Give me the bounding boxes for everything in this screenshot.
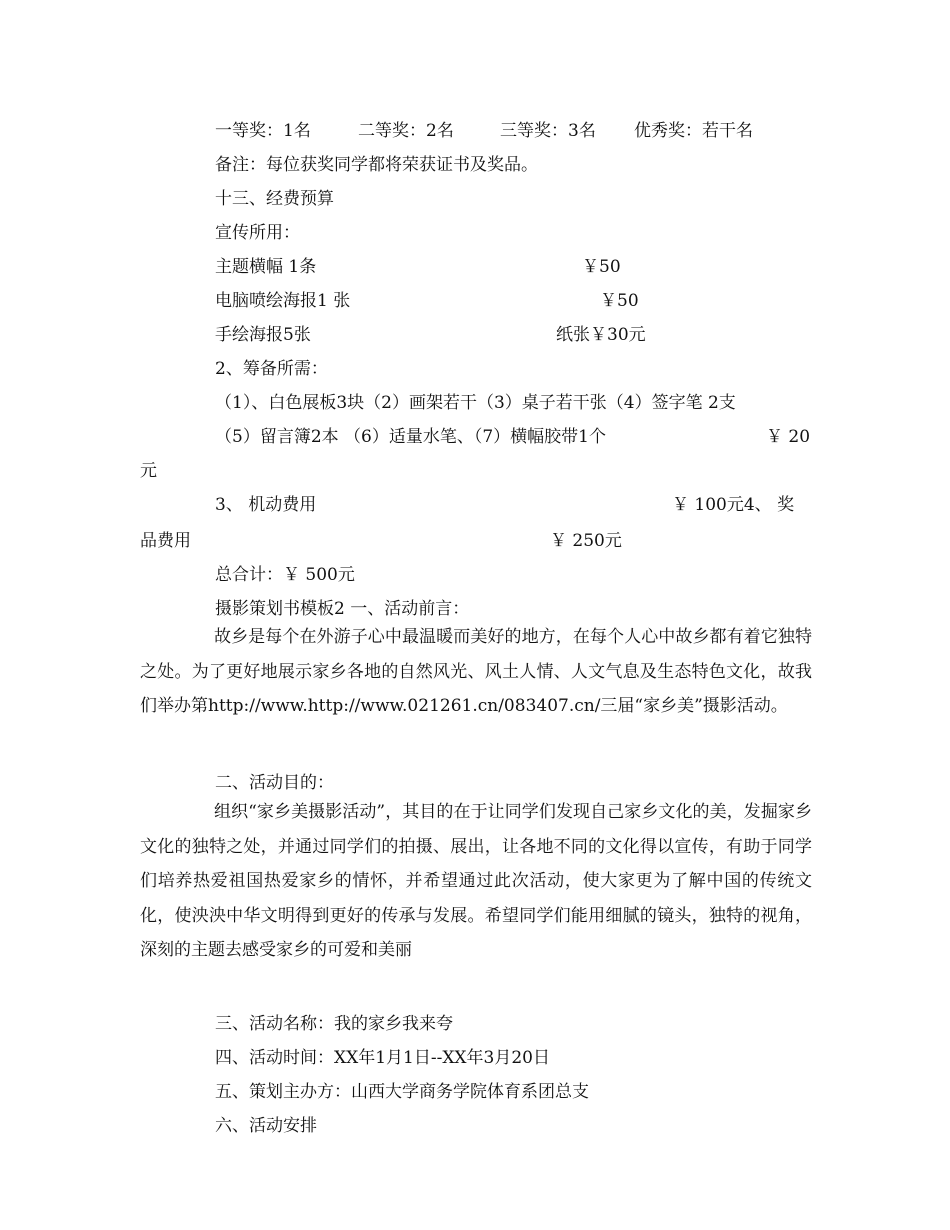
activity-time: 四、活动时间：XX年1月1日--XX年3月20日 <box>215 1048 550 1068</box>
prize-cost: ￥ 250元 <box>550 531 622 551</box>
award-note: 备注：每位获奖同学都将荣获证书及奖品。 <box>215 155 538 175</box>
budget-item-name: 主题横幅 1条 <box>215 257 317 277</box>
award-second: 二等奖：2名 <box>358 121 454 141</box>
activity-schedule: 六、活动安排 <box>215 1116 317 1136</box>
budget-total: 总合计：￥ 500元 <box>215 565 355 585</box>
award-excellent: 优秀奖：若干名 <box>634 121 753 141</box>
prep-cost-unit: 元 <box>140 461 157 481</box>
award-first: 一等奖：1名 <box>215 121 311 141</box>
misc-label: 3、 机动费用 <box>215 495 317 515</box>
purpose-heading: 二、活动目的： <box>215 773 334 793</box>
prep-cost: ￥ 20 <box>766 427 811 447</box>
activity-name: 三、活动名称：我的家乡我来夸 <box>215 1014 453 1034</box>
budget-heading: 十三、经费预算 <box>215 189 334 209</box>
purpose-paragraph: 组织“家乡美摄影活动”，其目的在于让同学们发现自己家乡文化的美，发掘家乡文化的独特之处，并通过同学们的拍摄、展出，让各地不同的文化得以宣传，有助于同学们培养热爱祖国热爱家乡的情怀，并希望通过此次活动，使大家更为了解中国的传统文化，使泱泱中华文明得到更好的传承与发展。希望同学们能用细腻的镜头，独特的视角，深刻的主题去感受家乡的可爱和美丽 <box>140 802 812 960</box>
award-third: 三等奖：3名 <box>500 121 596 141</box>
budget-item-name: 手绘海报5张 <box>215 325 311 345</box>
budget-item-cost: ￥50 <box>582 257 621 277</box>
prep-line-1: （1）、白色展板3块（2）画架若干（3）桌子若干张（4）签字笔 2支 <box>215 393 736 413</box>
prep-label: 2、筹备所需： <box>215 359 328 379</box>
activity-organizer: 五、策划主办方：山西大学商务学院体育系团总支 <box>215 1082 589 1102</box>
budget-item-cost: 纸张￥30元 <box>556 325 646 345</box>
misc-cost: ￥ 100元4、 奖 <box>672 495 795 515</box>
template2-title: 摄影策划书模板2 一、活动前言： <box>215 599 470 619</box>
budget-item-cost: ￥50 <box>600 291 639 311</box>
prep-line-2: （5）留言簿2本 （6）适量水笔、（7）横幅胶带1个 <box>215 427 606 447</box>
budget-item-name: 电脑喷绘海报1 张 <box>215 291 351 311</box>
publicity-label: 宣传所用： <box>215 223 300 243</box>
intro-paragraph: 故乡是每个在外游子心中最温暖而美好的地方，在每个人心中故乡都有着它独特之处。为了更好地展示家乡各地的自然风光、风土人情、人文气息及生态特色文化，故我们举办第http://www.http://www.021261.cn/083407.cn/三届“家乡美”摄影活动。 <box>140 627 812 716</box>
prize-label: 品费用 <box>140 531 191 551</box>
